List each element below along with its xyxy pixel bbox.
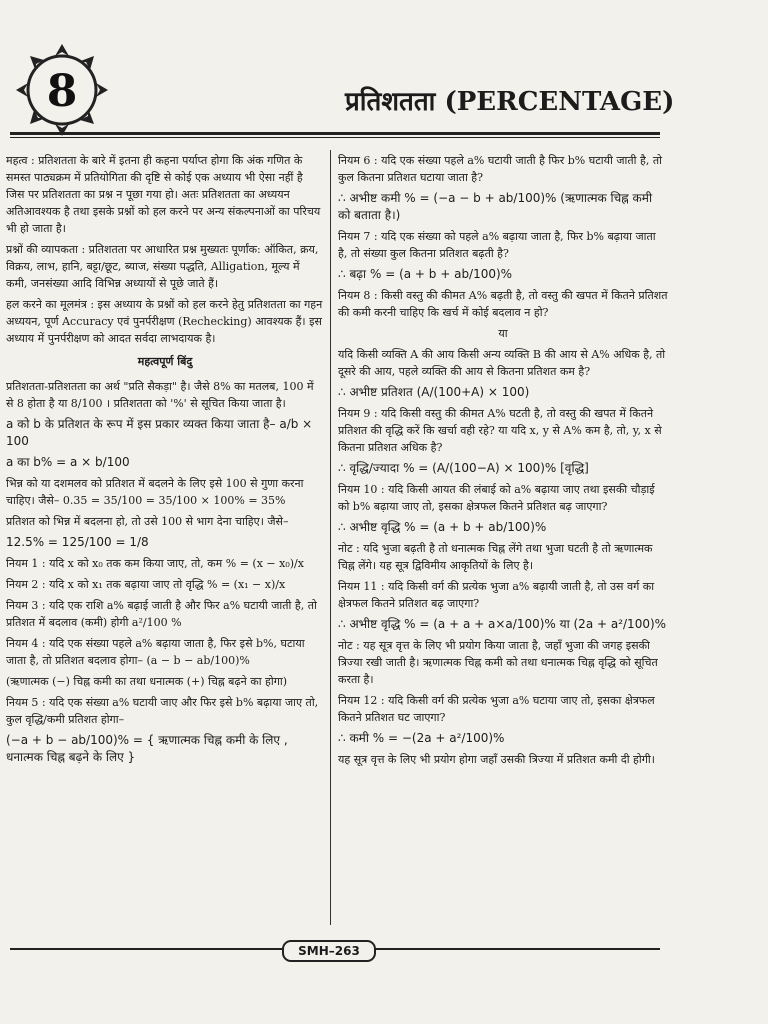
rule-11-formula: ∴ अभीष्ट वृद्धि % = (a + a + a×a/100)% या (2a + a²/100)%	[338, 617, 667, 631]
rule-8: नियम 8 : किसी वस्तु की कीमत A% बढ़ती है, तो वस्तु की खपत में कितने प्रतिशत की कमी करनी चाहिए कि खर्च में कोई बदलाव न हो?	[338, 289, 668, 319]
para-importance: महत्व : प्रतिशतता के बारे में इतना ही कहना पर्याप्त होगा कि अंक गणित के समस्त पाठ्यक्रम में प्रतियोगिता की दृष्टि से कोई एक अध्याय भी ऐसा नहीं है जिस पर प्रतिशतता का प्रश्न न पूछा गया हो। अतः प्रतिशतता का अध्ययन अतिआवश्यक है तथा इसके प्रश्नों को हल करने पर अन्य संकल्पनाओं का परिचय भी हो जाता है।	[6, 154, 321, 235]
rule-10: नियम 10 : यदि किसी आयत की लंबाई को a% बढ़ाया जाए तथा इसकी चौड़ाई को b% बढ़ाया जाए तो, इसका क्षेत्रफल कितने प्रतिशत बढ़ जाएगा?	[338, 483, 655, 513]
header-rule-thin	[10, 137, 660, 138]
left-column	[6, 152, 324, 770]
rule-11: नियम 11 : यदि किसी वर्ग की प्रत्येक भुजा a% बढ़ायी जाती है, तो उस वर्ग का क्षेत्रफल कितने प्रतिशत बढ़ जाएगा?	[338, 580, 655, 610]
rule-6-formula: ∴ अभीष्ट कमी % = (−a − b + ab/100)% (ऋणात्मक चिह्न कमी को बताता है।)	[338, 191, 653, 222]
formula-a-of-b: a को b के प्रतिशत के रूप में इस प्रकार व्यक्त किया जाता है– a/b × 100	[6, 417, 313, 448]
rule-6: नियम 6 : यदि एक संख्या पहले a% घटायी जाती है फिर b% घटायी जाती है, तो कुल कितना प्रतिशत घटाया जाता है?	[338, 154, 662, 184]
section-heading: महत्वपूर्ण बिंदु	[137, 355, 193, 368]
rule-3: नियम 3 : यदि एक राशि a% बढ़ाई जाती है और फिर a% घटायी जाती है, तो प्रतिशत में बदलाव (कमी) होगी a²/100 %	[6, 599, 317, 629]
para-definition: प्रतिशतता-प्रतिशतता का अर्थ "प्रति सैकड़ा" है। जैसे 8% का मतलब, 100 में से 8 होता है या 8/100 । प्रतिशतता को '%' से सूचित किया जाता है।	[6, 380, 314, 410]
rule-12-formula: ∴ कमी % = −(2a + a²/100)%	[338, 731, 505, 745]
page-number: SMH–263	[282, 940, 376, 962]
chapter-badge-icon	[14, 42, 110, 138]
rule-12-note: यह सूत्र वृत्त के लिए भी प्रयोग होगा जहाँ उसकी त्रिज्या में प्रतिशत कमी दी होगी।	[338, 753, 655, 766]
para-percent-to-fraction: प्रतिशत को भिन्न में बदलना हो, तो उसे 100 से भाग देना चाहिए। जैसे–	[6, 515, 289, 528]
formula-b-percent-of-a: a का b% = a × b/100	[6, 455, 130, 469]
rule-10-note: नोट : यदि भुजा बढ़ती है तो धनात्मक चिह्न लेंगे तथा भुजा घटती है तो ऋणात्मक चिह्न लेंगे। यह सूत्र द्विविमीय आकृतियों के लिए है।	[338, 542, 653, 572]
rule-4: नियम 4 : यदि एक संख्या पहले a% बढ़ाया जाता है, फिर इसे b%, घटाया जाता है, तो प्रतिशत बदलाव होगा– (a − b − ab/100)%	[6, 637, 305, 667]
rule-8-alt: यदि किसी व्यक्ति A की आय किसी अन्य व्यक्ति B की आय से A% अधिक है, तो दूसरे की आय, पहले व्यक्ति की आय से कितना प्रतिशत कम है?	[338, 348, 666, 378]
right-column	[338, 152, 668, 772]
para-fraction-to-percent: भिन्न को या दशमलव को प्रतिशत में बदलने के लिए इसे 100 से गुणा करना चाहिए। जैसे– 0.35 = 35/100 = 35/100 × 100% = 35%	[6, 477, 304, 507]
chapter-title: प्रतिशतता (PERCENTAGE)	[345, 87, 675, 117]
rule-8-formula: ∴ अभीष्ट प्रतिशत (A/(100+A) × 100)	[338, 385, 530, 399]
rule-1: नियम 1 : यदि x को x₀ तक कम किया जाए, तो, कम % = (x − x₀)/x	[6, 557, 304, 570]
rule-7: नियम 7 : यदि एक संख्या को पहले a% बढ़ाया जाता है, फिर b% बढ़ाया जाता है, तो संख्या कुल कितना प्रतिशत बढ़ती है?	[338, 230, 656, 260]
header-rule	[10, 132, 660, 135]
formula-example: 12.5% = 125/100 = 1/8	[6, 535, 149, 549]
rule-12: नियम 12 : यदि किसी वर्ग की प्रत्येक भुजा a% घटाया जाए तो, इसका क्षेत्रफल कितने प्रतिशत घट जाएगा?	[338, 694, 655, 724]
rule-7-formula: ∴ बढ़ा % = (a + b + ab/100)%	[338, 267, 513, 281]
rule-4-note: (ऋणात्मक (−) चिह्न कमी का तथा धनात्मक (+) चिह्न बढ़ने का होगा)	[6, 675, 288, 688]
rule-9-formula: ∴ वृद्धि/ज्यादा % = (A/(100−A) × 100)% [वृद्धि]	[338, 461, 589, 475]
rule-9: नियम 9 : यदि किसी वस्तु की कीमत A% घटती है, तो वस्तु की खपत में कितने प्रतिशत की वृद्धि करें कि खर्चा वही रहे? या यदि x, y से A% कम है, तो, y, x से कितना प्रतिशत अधिक है?	[338, 407, 662, 454]
chapter-number: 8	[46, 66, 78, 117]
rule-11-note: नोट : यह सूत्र वृत्त के लिए भी प्रयोग किया जाता है, जहाँ भुजा की जगह इसकी त्रिज्या रखी जाती है। ऋणात्मक चिह्न कमी को तथा धनात्मक चिह्न वृद्धि को सूचित करता है।	[338, 639, 658, 686]
rule-8-or: या	[498, 327, 508, 340]
para-mantra: हल करने का मूलमंत्र : इस अध्याय के प्रश्नों को हल करने हेतु प्रतिशतता का गहन अध्ययन, पूर्ण Accuracy एवं पुनर्परीक्षण (Rechecking) आवश्यक हैं। इस अध्याय में पुनर्परीक्षण को आदत सर्वदा लाभदायक है।	[6, 298, 323, 345]
rule-2: नियम 2 : यदि x को x₁ तक बढ़ाया जाए तो वृद्धि % = (x₁ − x)/x	[6, 578, 286, 591]
rule-5-formula: (−a + b − ab/100)% = { ऋणात्मक चिह्न कमी के लिए , धनात्मक चिह्न बढ़ने के लिए }	[6, 733, 288, 764]
column-divider	[330, 150, 331, 925]
rule-5: नियम 5 : यदि एक संख्या a% घटायी जाए और फिर इसे b% बढ़ाया जाए तो, कुल वृद्धि/कमी प्रतिशत होगा–	[6, 696, 319, 726]
rule-10-formula: ∴ अभीष्ट वृद्धि % = (a + b + ab/100)%	[338, 520, 547, 534]
para-scope: प्रश्नों की व्यापकता : प्रतिशतता पर आधारित प्रश्न मुख्यतः पूर्णांक: ऑकित, क्रय, विक्रय, लाभ, हानि, बट्टा/छूट, ब्याज, संख्या पद्धति, Alligation, मूल्य में कमी, जनसंख्या आदि विभिन्न अध्यायों से पूछे जाते हैं।	[6, 243, 319, 290]
